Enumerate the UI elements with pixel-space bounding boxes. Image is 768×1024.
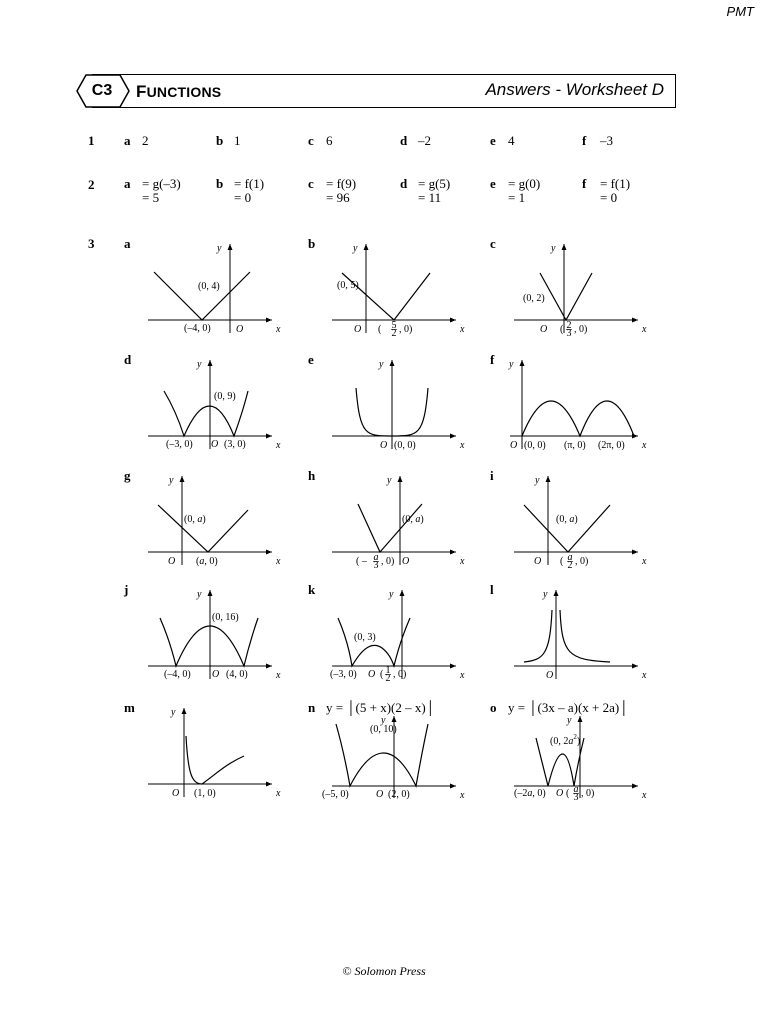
y-axis-arrow — [400, 590, 405, 596]
point-label: (–4, 0) — [164, 669, 191, 680]
part-label: c — [308, 176, 314, 191]
point-label: (0, 3) — [354, 632, 376, 643]
x-axis-label: x — [460, 670, 465, 681]
point-fraction-numerator: 5 — [391, 320, 397, 331]
point-fraction-denominator: 2 — [567, 560, 573, 571]
curve — [158, 505, 248, 552]
graph-l-label: l — [490, 582, 494, 597]
x-axis-label: x — [642, 790, 647, 801]
x-axis-arrow — [632, 318, 638, 323]
question-2-number: 2 — [88, 177, 95, 192]
part-answer: 1 — [234, 133, 241, 148]
graph-i-sketch — [492, 472, 652, 572]
answer-line-1: = g(5) — [418, 176, 451, 191]
question-3-number: 3 — [88, 236, 95, 251]
point-label: (0, 9) — [214, 391, 236, 402]
point-label: (3, 0) — [224, 439, 246, 450]
point-fraction-denominator: 3 — [566, 328, 572, 339]
point-fraction-denominator: 2 — [385, 673, 391, 684]
point-label: ( — [560, 556, 564, 567]
part-answer: –3 — [600, 133, 613, 148]
y-axis-arrow — [208, 590, 213, 596]
part-answer: 2 — [142, 133, 149, 148]
graph-h-sketch — [310, 472, 470, 572]
curve-left — [524, 610, 552, 662]
y-axis-label: y — [353, 243, 358, 254]
page-title: FUNCTIONS — [136, 82, 222, 101]
y-axis-arrow — [546, 476, 551, 482]
y-axis-label: y — [551, 243, 556, 254]
y-axis-arrow — [182, 708, 187, 714]
answer-line-2: = 11 — [418, 190, 442, 205]
origin-label: O — [368, 669, 376, 680]
page-subtitle: Answers - Worksheet D — [485, 80, 664, 99]
x-axis-arrow — [450, 664, 456, 669]
x-axis-label: x — [460, 790, 465, 801]
point-label: ( — [380, 669, 384, 680]
part-label: c — [308, 133, 314, 148]
graph-c-label: c — [490, 236, 496, 251]
curve — [522, 401, 634, 436]
graph-f-label: f — [490, 352, 495, 367]
x-axis-arrow — [266, 664, 272, 669]
part-label: b — [216, 133, 224, 148]
graph-k-label: k — [308, 582, 316, 597]
y-axis-arrow — [180, 476, 185, 482]
graph-n-equation: y = │(5 + x)(2 – x)│ — [326, 700, 435, 715]
answer-line-2: = 0 — [600, 190, 618, 205]
point-label: (0, $2a^2$) — [550, 733, 581, 747]
origin-label: O — [556, 788, 564, 799]
y-axis-arrow — [208, 360, 213, 366]
x-axis-label: x — [642, 670, 647, 681]
y-axis-arrow — [554, 590, 559, 596]
part-answer: –2 — [418, 133, 431, 148]
graph-e-sketch — [310, 356, 470, 456]
point-label: ( — [566, 788, 570, 799]
y-axis-arrow — [228, 244, 233, 250]
point-label: (2, 0) — [388, 789, 410, 800]
q1-part-a — [124, 133, 149, 149]
x-axis-label: x — [276, 670, 281, 681]
point-label: (0, a) — [184, 514, 206, 525]
part-label: e — [490, 176, 496, 191]
y-axis-arrow — [578, 716, 583, 722]
x-axis-arrow — [266, 318, 272, 323]
curve — [160, 618, 258, 666]
x-axis-arrow — [632, 784, 638, 789]
origin-label: O — [354, 324, 362, 335]
x-axis-label: x — [276, 556, 281, 567]
curve — [358, 504, 422, 552]
y-axis-label: y — [389, 589, 394, 600]
graph-g-label: g — [124, 468, 131, 483]
x-axis-label: x — [460, 556, 465, 567]
y-axis-label: y — [535, 475, 540, 486]
x-axis-arrow — [266, 434, 272, 439]
graph-a-label: a — [124, 236, 131, 251]
point-label: (0, 0) — [394, 440, 416, 451]
graph-h-label: h — [308, 468, 316, 483]
q1-part-f — [582, 133, 613, 149]
curve-right — [560, 610, 610, 662]
y-axis-label: y — [381, 715, 386, 726]
x-axis-arrow — [450, 434, 456, 439]
y-axis-label: y — [387, 475, 392, 486]
answer-line-2: = 5 — [142, 190, 160, 205]
point-fraction-denominator: 3 — [573, 792, 579, 803]
graph-d-sketch — [126, 356, 286, 456]
graph-m-label: m — [124, 700, 135, 715]
curve — [186, 736, 244, 784]
point-label: (–4, 0) — [184, 323, 211, 334]
x-axis-arrow — [632, 664, 638, 669]
y-axis-label: y — [379, 359, 384, 370]
y-axis-arrow — [562, 244, 567, 250]
point-label: (0, a) — [556, 514, 578, 525]
x-axis-label: x — [276, 440, 281, 451]
badge-label: C3 — [91, 82, 113, 99]
point-fraction-numerator: a — [567, 552, 573, 563]
origin-label: O — [546, 670, 554, 681]
graph-i-label: i — [490, 468, 494, 483]
x-axis-label: x — [642, 324, 647, 335]
x-axis-label: x — [276, 324, 281, 335]
answer-line-2: = 0 — [234, 190, 252, 205]
point-label: (0, 4) — [198, 281, 220, 292]
point-label: (0, 10) — [370, 724, 397, 735]
part-label: d — [400, 176, 408, 191]
x-axis-arrow — [266, 782, 272, 787]
origin-label: O — [380, 440, 388, 451]
graph-o-sketch — [492, 682, 652, 807]
point-label: (–5, 0) — [322, 789, 349, 800]
graph-e-label: e — [308, 352, 314, 367]
point-label: (1, 0) — [194, 788, 216, 799]
point-label: (2π, 0) — [598, 440, 625, 451]
y-axis-label: y — [509, 359, 514, 370]
point-label: , 0) — [574, 324, 588, 335]
origin-label: O — [168, 556, 176, 567]
origin-label: O — [540, 324, 548, 335]
answer-line-1: = g(–3) — [142, 176, 181, 191]
point-label: (π, 0) — [564, 440, 586, 451]
y-axis-label: y — [543, 589, 548, 600]
point-label: ( — [378, 324, 382, 335]
part-answer: 6 — [326, 133, 333, 148]
answer-line-1: = f(1) — [234, 176, 265, 191]
part-label: e — [490, 133, 496, 148]
point-label: ( – — [356, 556, 367, 567]
graph-m-sketch — [126, 704, 286, 804]
x-axis-arrow — [632, 550, 638, 555]
x-axis-label: x — [642, 556, 647, 567]
answer-line-2: = 96 — [326, 190, 350, 205]
graph-n-sketch — [310, 682, 470, 807]
x-axis-label: x — [460, 324, 465, 335]
graph-o-equation: y = │(3x – a)(x + 2a)│ — [508, 700, 629, 715]
point-label: (–3, 0) — [166, 439, 193, 450]
y-axis-label: y — [171, 707, 176, 718]
x-axis-label: x — [276, 788, 281, 799]
point-label: , 0) — [399, 324, 413, 335]
corner-mark: PMT — [726, 4, 754, 19]
point-fraction-denominator: 2 — [391, 328, 397, 339]
answer-line-2: = 1 — [508, 190, 526, 205]
y-axis-label: y — [217, 243, 222, 254]
origin-label: O — [172, 788, 180, 799]
y-axis-arrow — [392, 716, 397, 722]
y-axis-arrow — [390, 360, 395, 366]
x-axis-arrow — [450, 318, 456, 323]
point-label: (4, 0) — [226, 669, 248, 680]
x-axis-arrow — [450, 784, 456, 789]
graph-l-sketch — [492, 586, 652, 686]
y-axis-arrow — [364, 244, 369, 250]
origin-label: O — [212, 669, 220, 680]
q1-part-b — [216, 133, 241, 149]
graph-c-sketch — [492, 240, 652, 340]
origin-label: O — [510, 440, 518, 451]
point-label: (0, a) — [402, 514, 424, 525]
point-fraction-numerator: 1 — [385, 665, 391, 676]
point-fraction-numerator: a — [573, 784, 579, 795]
y-axis-arrow — [520, 360, 525, 366]
curve — [154, 272, 250, 320]
graph-o-label: o — [490, 700, 497, 715]
answer-line-1: = f(1) — [600, 176, 631, 191]
graph-a-sketch — [126, 240, 286, 340]
origin-label: O — [236, 324, 244, 335]
point-label: , 0) — [381, 556, 395, 567]
part-label: a — [124, 133, 131, 148]
origin-label: O — [402, 556, 410, 567]
x-axis-label: x — [460, 440, 465, 451]
point-label: (0, 5) — [337, 280, 359, 291]
curve — [524, 505, 610, 552]
graph-j-sketch — [126, 586, 286, 686]
point-label: (0, 2) — [523, 293, 545, 304]
answer-line-1: = g(0) — [508, 176, 541, 191]
part-label: f — [582, 133, 587, 148]
q1-part-e — [490, 133, 515, 149]
point-label: , 0) — [581, 788, 595, 799]
graph-j-label: j — [124, 582, 129, 597]
graph-b-label: b — [308, 236, 316, 251]
curve — [540, 273, 592, 320]
point-fraction-denominator: 3 — [373, 560, 379, 571]
y-axis-label: y — [567, 715, 572, 726]
graph-f-sketch — [492, 356, 652, 456]
point-label: , 0) — [575, 556, 589, 567]
origin-label: O — [376, 789, 384, 800]
point-fraction-numerator: 2 — [566, 320, 572, 331]
part-label: a — [124, 176, 131, 191]
point-label: (0, 16) — [212, 612, 239, 623]
x-axis-arrow — [266, 550, 272, 555]
footer-credit: © Solomon Press — [342, 964, 426, 978]
point-label: ( — [560, 324, 564, 335]
point-label: (–2a, 0) — [514, 788, 546, 799]
graph-b-sketch — [310, 240, 470, 340]
y-axis-label: y — [169, 475, 174, 486]
point-label: (a, 0) — [196, 556, 218, 567]
part-answer: 4 — [508, 133, 515, 148]
question-1-number: 1 — [88, 133, 95, 148]
x-axis-label: x — [642, 440, 647, 451]
graph-n-label: n — [308, 700, 316, 715]
part-label: f — [582, 176, 587, 191]
answer-line-1: = f(9) — [326, 176, 357, 191]
part-label: b — [216, 176, 224, 191]
origin-label: O — [534, 556, 542, 567]
y-axis-label: y — [197, 589, 202, 600]
graph-g-sketch — [126, 472, 286, 572]
graph-d-label: d — [124, 352, 132, 367]
y-axis-arrow — [398, 476, 403, 482]
point-label: (0, 0) — [524, 440, 546, 451]
x-axis-arrow — [450, 550, 456, 555]
part-label: d — [400, 133, 408, 148]
point-fraction-numerator: a — [373, 552, 379, 563]
origin-label: O — [211, 439, 219, 450]
graph-k-sketch — [310, 586, 470, 686]
point-label: , 0) — [393, 669, 407, 680]
point-label: (–3, 0) — [330, 669, 357, 680]
y-axis-label: y — [197, 359, 202, 370]
q1-part-d — [400, 133, 431, 149]
q1-part-c — [308, 133, 333, 149]
